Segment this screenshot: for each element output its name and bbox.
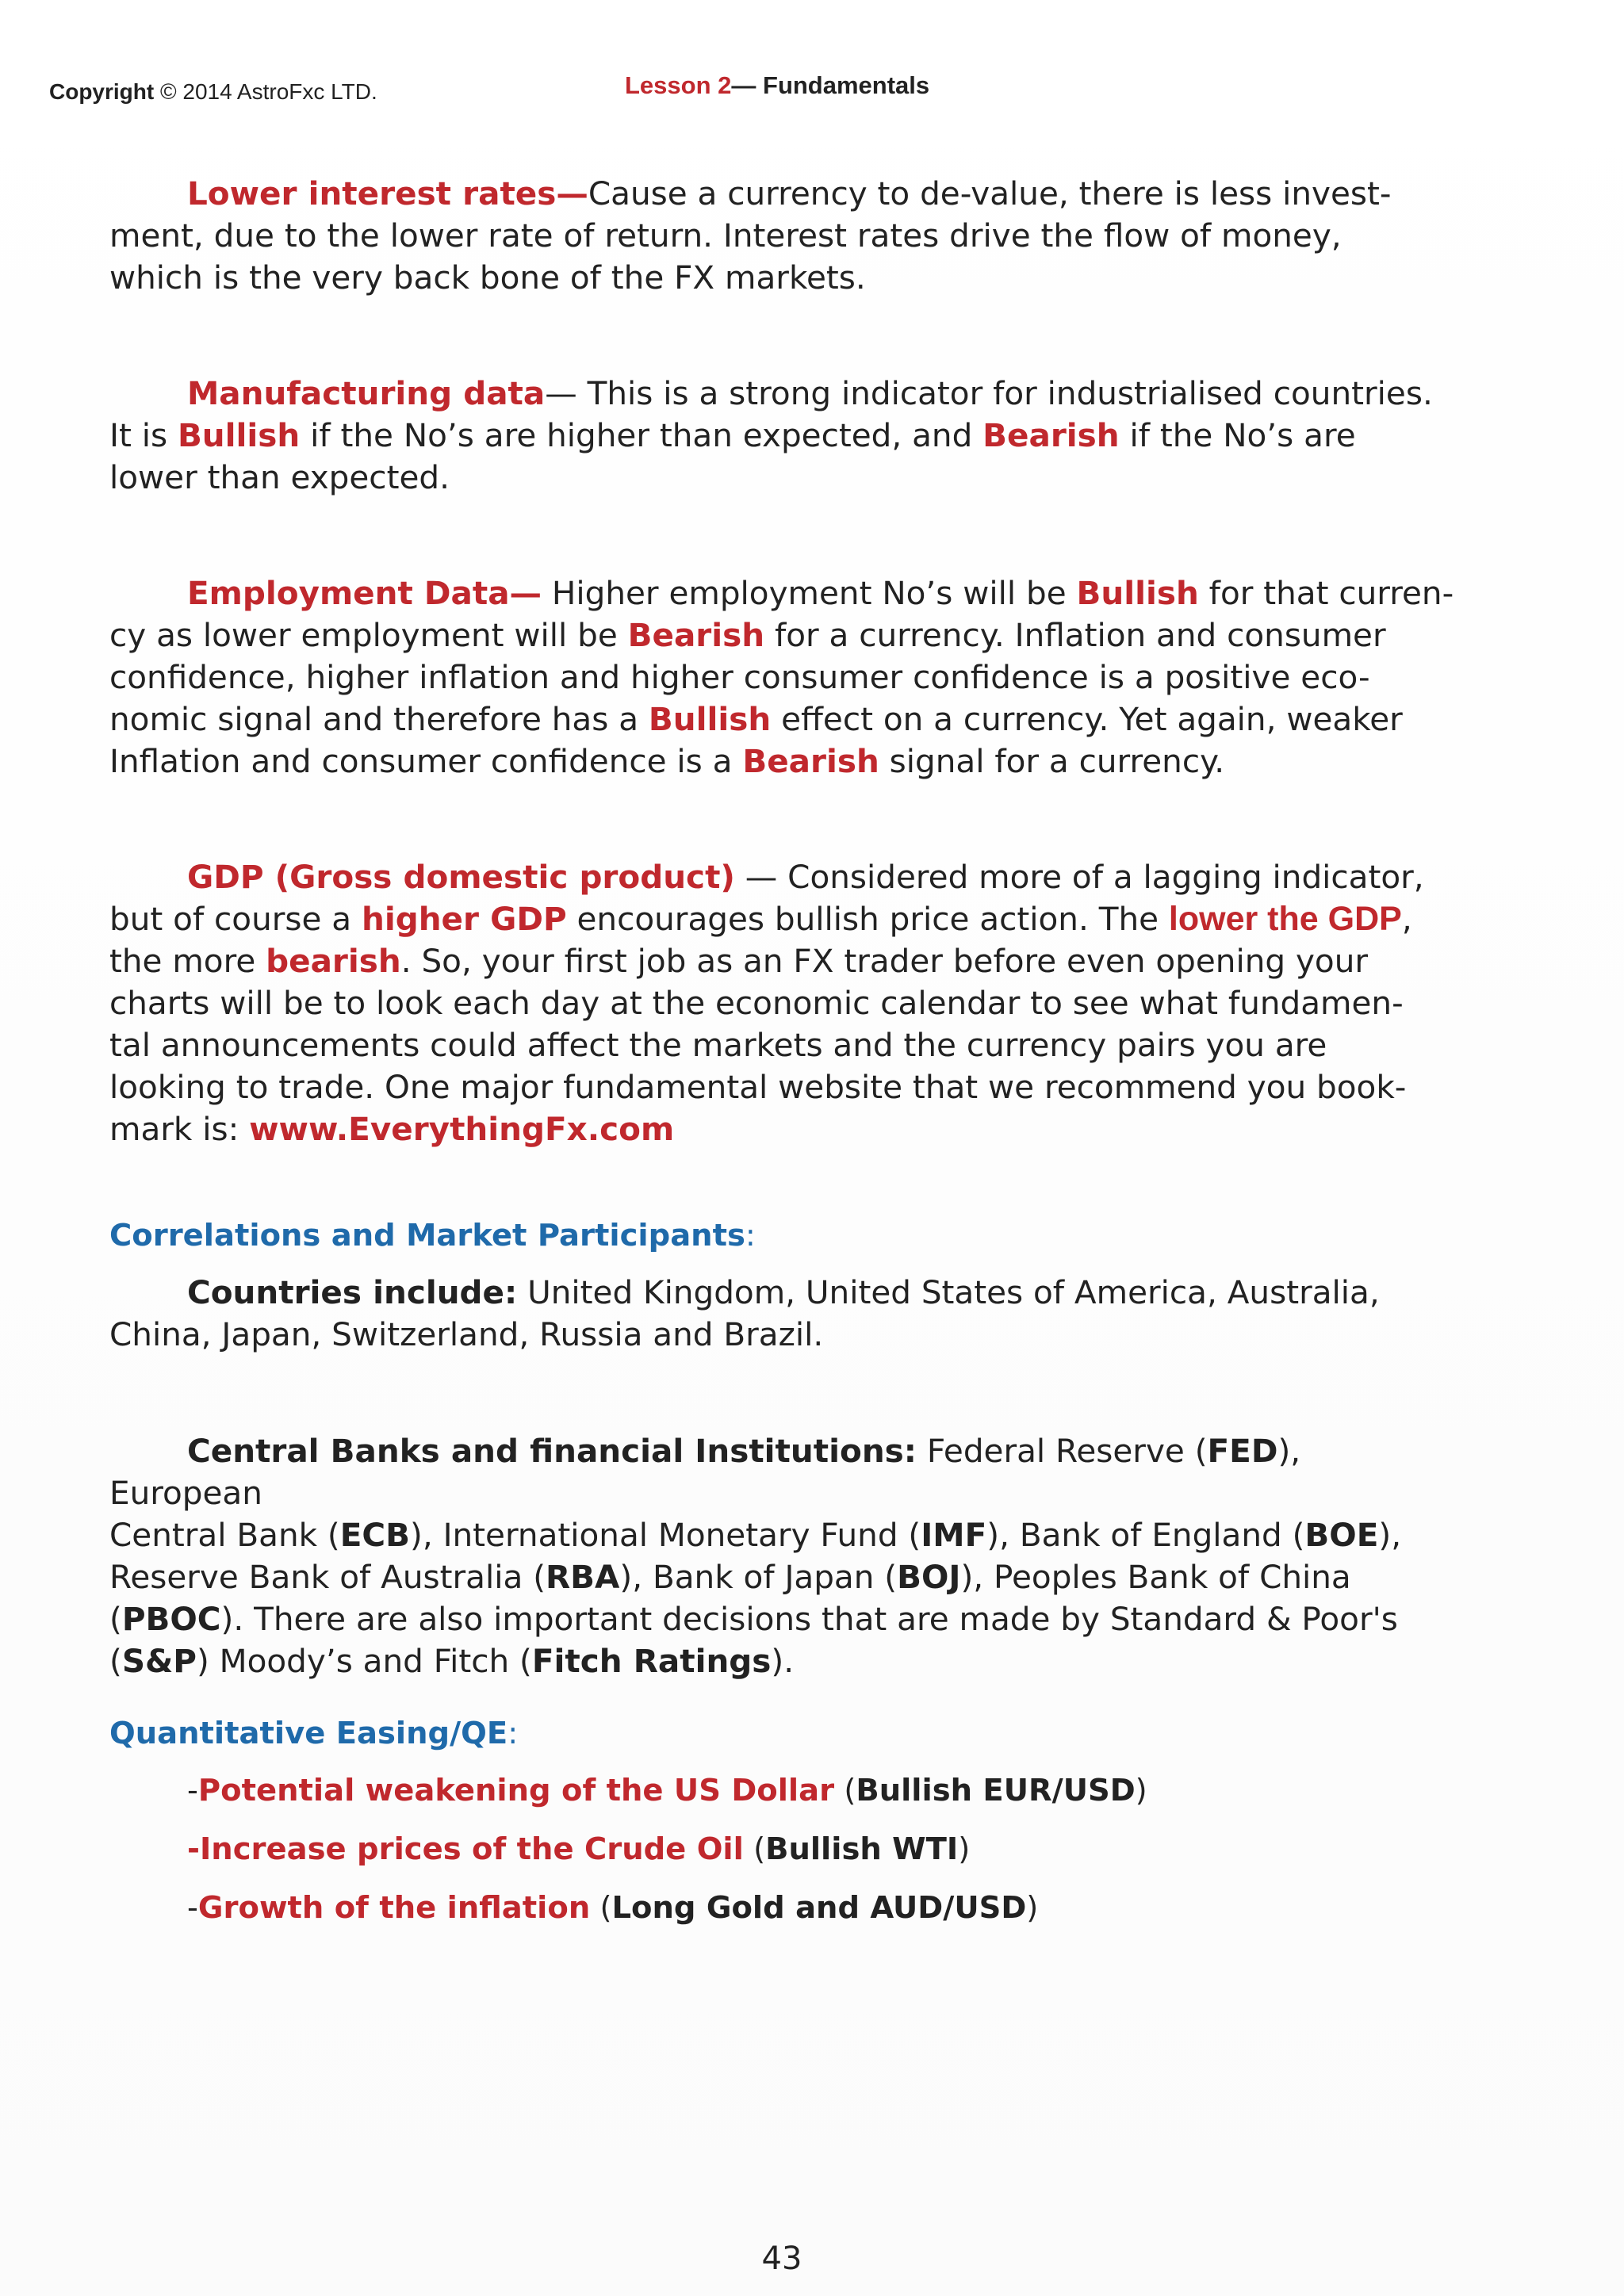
text-span: ), Peoples Bank of China	[960, 1558, 1351, 1596]
abbr-imf: IMF	[921, 1516, 987, 1554]
text-line: China, Japan, Switzerland, Russia and Brazil.	[109, 1315, 824, 1353]
copyright-label: Copyright	[49, 79, 155, 104]
term-bearish: Bearish	[627, 616, 765, 654]
term-gdp: GDP (Gross domestic product)	[187, 858, 735, 896]
lesson-title: — Fundamentals	[731, 71, 930, 99]
text-span: encourages bullish price action. The	[566, 900, 1169, 938]
text-span: ).	[771, 1642, 795, 1680]
text-span: effect on a currency. Yet again, weaker	[771, 700, 1403, 738]
page-number: 43	[761, 2241, 802, 2277]
term-bullish: Bullish	[648, 700, 772, 738]
paragraph-employment	[109, 572, 1457, 783]
term-employment: Employment Data—	[187, 574, 542, 612]
term-interest-rates: Lower interest rates—	[187, 174, 588, 212]
text-span: Federal Reserve (	[916, 1432, 1208, 1470]
text-span: the more	[109, 942, 266, 980]
abbr-ecb: ECB	[339, 1516, 411, 1554]
abbr-fed: FED	[1207, 1432, 1278, 1470]
text-span: cy as lower employment will be	[109, 616, 628, 654]
copyright-notice	[49, 79, 377, 105]
text-line: which is the very back bone of the FX markets.	[109, 258, 866, 297]
lesson-header	[625, 71, 929, 100]
text-span: Central Bank (	[109, 1516, 340, 1554]
section-heading-correlations	[109, 1218, 756, 1253]
text-span: Higher employment No’s will be	[542, 574, 1077, 612]
text-line: — This is a strong indicator for industrialised countries.	[545, 374, 1433, 412]
list-dash: -	[187, 1831, 200, 1867]
paren: )	[1026, 1890, 1039, 1926]
text-line: lower than expected.	[109, 458, 450, 496]
text-span: (	[109, 1600, 122, 1638]
qe-effect: Potential weakening of the US Dollar	[197, 1773, 835, 1808]
paren: (	[743, 1831, 766, 1867]
text-span: ), Bank of Japan (	[619, 1558, 898, 1596]
term-bearish: Bearish	[742, 742, 879, 780]
text-span: Inflation and consumer confidence is a	[109, 742, 743, 780]
section-colon: :	[508, 1716, 519, 1751]
list-dash: -	[187, 1890, 198, 1926]
abbr-boe: BOE	[1304, 1516, 1379, 1554]
text-span: if the No’s are	[1119, 416, 1356, 454]
qe-effect: Growth of the inflation	[197, 1890, 591, 1926]
section-heading-qe	[109, 1716, 518, 1751]
text-line: charts will be to look each day at the economic calendar to see what fundamen-	[109, 984, 1404, 1022]
abbr-fitch: Fitch Ratings	[531, 1642, 772, 1680]
copyright-text: © 2014 AstroFxc LTD.	[160, 79, 377, 104]
text-line: tal announcements could affect the markets and the currency pairs you are	[109, 1026, 1327, 1064]
paragraph-central-banks	[109, 1430, 1457, 1682]
lesson-number: Lesson 2	[625, 71, 732, 99]
qe-trade: Long Gold and AUD/USD	[611, 1890, 1027, 1926]
paren: )	[1135, 1773, 1147, 1808]
text-span: ),	[1378, 1516, 1402, 1554]
term-lower-gdp: lower the GDP	[1168, 900, 1402, 938]
text-line: Cause a currency to de-value, there is less invest-	[588, 174, 1392, 212]
qe-list-item	[187, 1831, 970, 1867]
term-bullish: Bullish	[177, 416, 301, 454]
list-dash: -	[187, 1773, 198, 1808]
qe-list-item	[187, 1890, 1038, 1926]
text-span: ). There are also important decisions that are made by Standard & Poor's	[220, 1600, 1398, 1638]
text-span: ), Bank of England (	[986, 1516, 1305, 1554]
website-link[interactable]: www.EverythingFx.com	[249, 1110, 675, 1148]
section-title: Correlations and Market Participants	[109, 1218, 745, 1253]
text-span: — Considered more of a lagging indicator,	[734, 858, 1424, 896]
abbr-boj: BOJ	[897, 1558, 961, 1596]
text-span: ), European	[109, 1432, 1301, 1512]
countries-label: Countries include:	[187, 1273, 518, 1311]
term-bullish: Bullish	[1076, 574, 1199, 612]
paren: )	[958, 1831, 971, 1867]
text-span: United Kingdom, United States of America, Australia,	[517, 1273, 1380, 1311]
paren: (	[834, 1773, 856, 1808]
text-span: for that curren-	[1198, 574, 1454, 612]
qe-trade: Bullish EUR/USD	[856, 1773, 1136, 1808]
text-span: It is	[109, 416, 178, 454]
abbr-pboc: PBOC	[121, 1600, 221, 1638]
paragraph-gdp	[109, 856, 1457, 1150]
text-span: if the No’s are higher than expected, and	[300, 416, 983, 454]
term-bearish: bearish	[266, 942, 401, 980]
text-span: (	[109, 1642, 122, 1680]
text-span: signal for a currency.	[879, 742, 1225, 780]
section-title: Quantitative Easing/QE	[109, 1716, 508, 1751]
abbr-rba: RBA	[546, 1558, 620, 1596]
text-span: for a currency. Inflation and consumer	[764, 616, 1386, 654]
banks-label: Central Banks and financial Institutions:	[187, 1432, 917, 1470]
text-span: ) Moody’s and Fitch (	[196, 1642, 532, 1680]
text-span: ), International Monetary Fund (	[410, 1516, 921, 1554]
term-higher-gdp: higher GDP	[362, 900, 567, 938]
term-bearish: Bearish	[982, 416, 1120, 454]
text-span: but of course a	[109, 900, 362, 938]
text-span: . So, your first job as an FX trader before even opening your	[400, 942, 1369, 980]
section-colon: :	[745, 1218, 756, 1253]
text-line: ment, due to the lower rate of return. Interest rates drive the flow of money,	[109, 216, 1342, 254]
paragraph-countries	[109, 1272, 1457, 1356]
qe-list-item	[187, 1773, 1147, 1808]
paragraph-interest-rates	[109, 173, 1457, 299]
abbr-sp: S&P	[121, 1642, 197, 1680]
text-span: ,	[1401, 900, 1412, 938]
qe-trade: Bullish WTI	[765, 1831, 959, 1867]
text-span: mark is:	[109, 1110, 250, 1148]
paren: (	[590, 1890, 612, 1926]
paragraph-manufacturing	[109, 373, 1457, 499]
text-span: Reserve Bank of Australia (	[109, 1558, 546, 1596]
text-line: looking to trade. One major fundamental website that we recommend you book-	[109, 1068, 1407, 1106]
qe-effect: Increase prices of the Crude Oil	[199, 1831, 744, 1867]
text-span: nomic signal and therefore has a	[109, 700, 649, 738]
text-line: confidence, higher inflation and higher consumer confidence is a positive eco-	[109, 658, 1370, 696]
term-manufacturing: Manufacturing data	[187, 374, 546, 412]
